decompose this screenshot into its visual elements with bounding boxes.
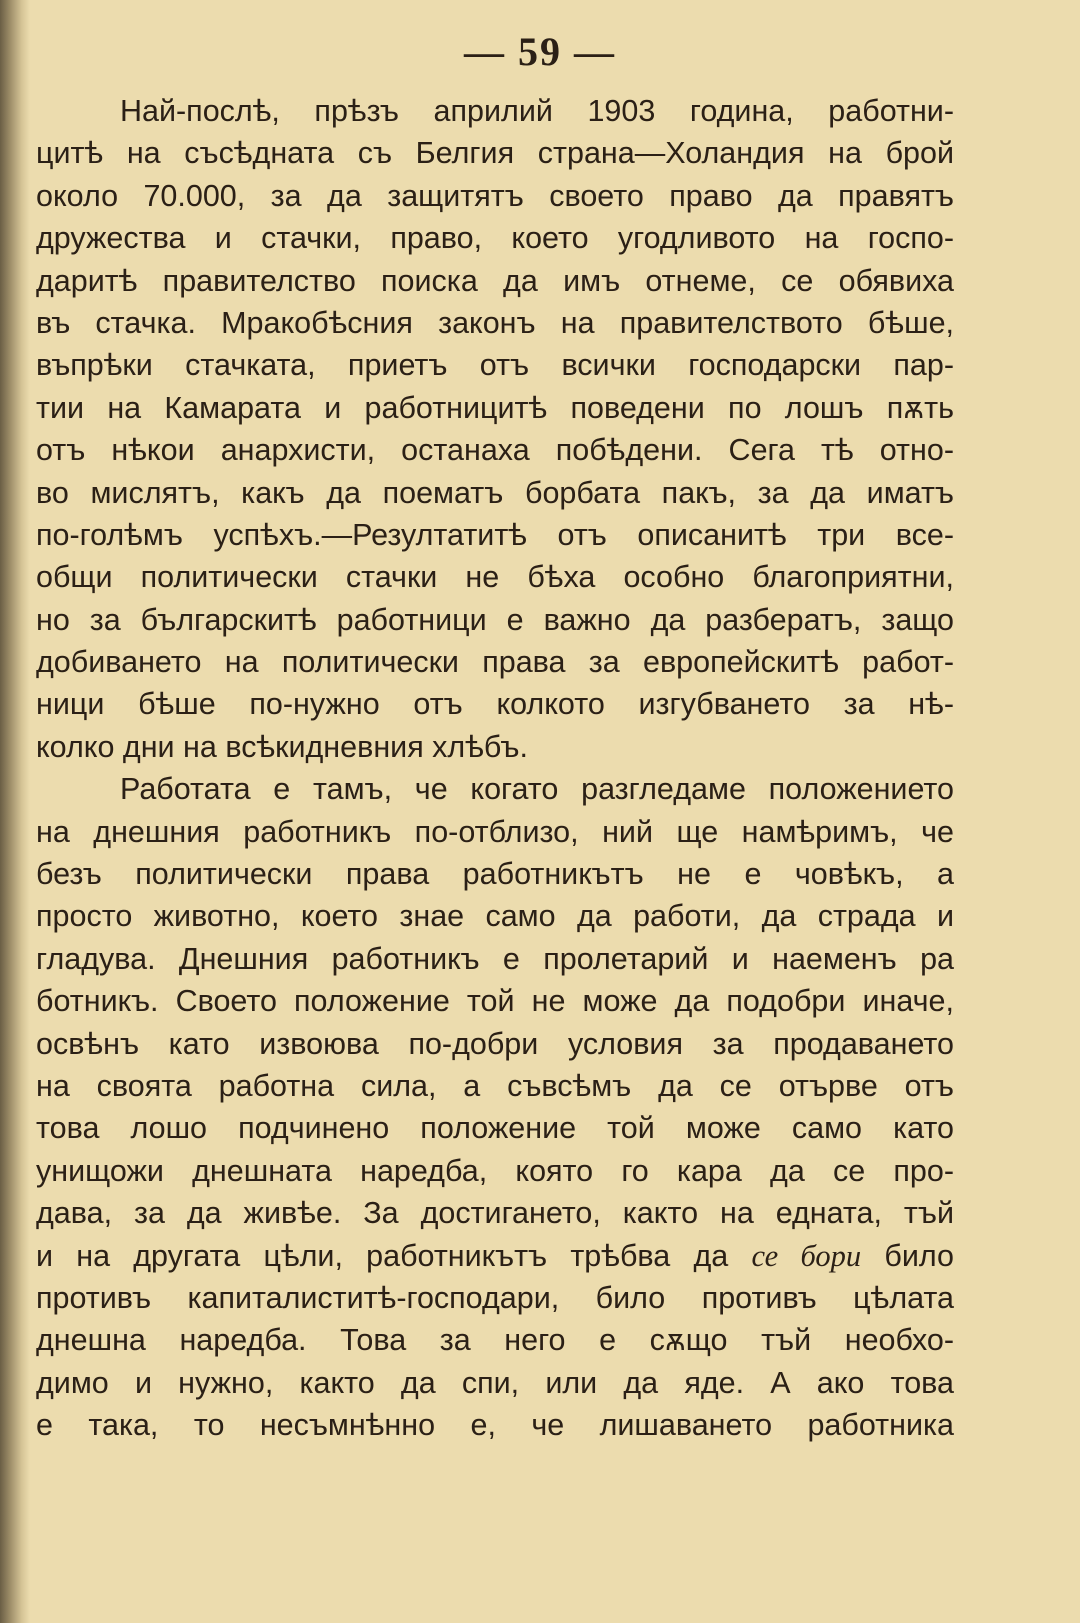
text-line: унищожи днешната наредба, която го кара да се про- — [36, 1153, 954, 1188]
text-line: во мислятъ, какъ да поематъ борбата пакъ, за да иматъ — [36, 475, 954, 510]
text-line: просто животно, което знае само да работи, да страда и — [36, 899, 954, 934]
text-line: добиването на политически права за европейскитѣ работ- — [36, 645, 954, 680]
text-line: колко дни на всѣкидневния хлѣбъ. — [36, 729, 528, 764]
text-line: на своята работна сила, а съвсѣмъ да се отърве отъ — [36, 1068, 954, 1103]
text-line: цитѣ на съсѣдната съ Белгия страна—Холандия на брой — [36, 136, 954, 171]
text-line: въ стачка. Мракобѣсния законъ на правителството бѣше, — [36, 305, 954, 340]
text-line: по-голѣмъ успѣхъ.—Резултатитѣ отъ описанитѣ три все- — [36, 517, 954, 552]
text-line: тии на Камарата и работницитѣ поведени по лошъ пѫть — [36, 390, 954, 425]
text-line: въпрѣки стачката, приетъ отъ всички господарски пар- — [36, 348, 954, 383]
body-text — [36, 90, 954, 1447]
text-line: дружества и стачки, право, което угодливото на госпо- — [36, 221, 954, 256]
text-line: даритѣ правителство поиска да имъ отнеме, се обявиха — [36, 263, 954, 298]
emphasized-text: се бори — [751, 1238, 862, 1273]
text-line: днешна наредба. Това за него е сѫщо тъй необхо- — [36, 1323, 954, 1358]
text-line: но за българскитѣ работници е важно да разбератъ, защо — [36, 602, 954, 637]
text-line: на днешния работникъ по-отблизо, ний ще намѣримъ, че — [36, 814, 954, 849]
text-line: ботникъ. Своето положение той не може да подобри иначе, — [36, 984, 954, 1019]
text-line: освѣнъ като извоюва по-добри условия за продаването — [36, 1026, 954, 1061]
text-line: димо и нужно, както да спи, или да яде. А ако това — [36, 1365, 954, 1400]
text-line: Работата е тамъ, че когато разгледаме положението — [120, 772, 954, 807]
text-line: общи политически стачки не бѣха особно благоприятни, — [36, 560, 954, 595]
text-segment: и на другата цѣли, работникътъ трѣбва да — [36, 1238, 729, 1273]
text-line: гладува. Днешния работникъ е пролетарий и наеменъ ра — [36, 941, 954, 976]
text-line: противъ капиталиститѣ-господари, било противъ цѣлата — [36, 1280, 954, 1315]
text-line: е така, то несъмнѣнно е, че лишаването работника — [36, 1408, 954, 1443]
text-line: безъ политически права работникътъ не е човѣкъ, а — [36, 857, 954, 892]
text-line: дава, за да живѣе. За достигането, както на едната, тъй — [36, 1196, 954, 1231]
text-line: Най-послѣ, прѣзъ априлий 1903 година, работни- — [120, 94, 954, 128]
text-line: около 70.000, за да защитятъ своето право да правятъ — [36, 178, 954, 213]
binding-shadow — [0, 0, 30, 1623]
text-line: отъ нѣкои анархисти, останаха побѣдени. Сега тѣ отно- — [36, 433, 954, 468]
text-line: ници бѣше по-нужно отъ колкото изгубването за нѣ- — [36, 687, 954, 722]
text-line-with-emphasis — [36, 1235, 954, 1277]
text-line: това лошо подчинено положение той може само като — [36, 1111, 954, 1146]
text-segment: било — [884, 1238, 954, 1273]
page-number: — 59 — — [464, 29, 616, 74]
